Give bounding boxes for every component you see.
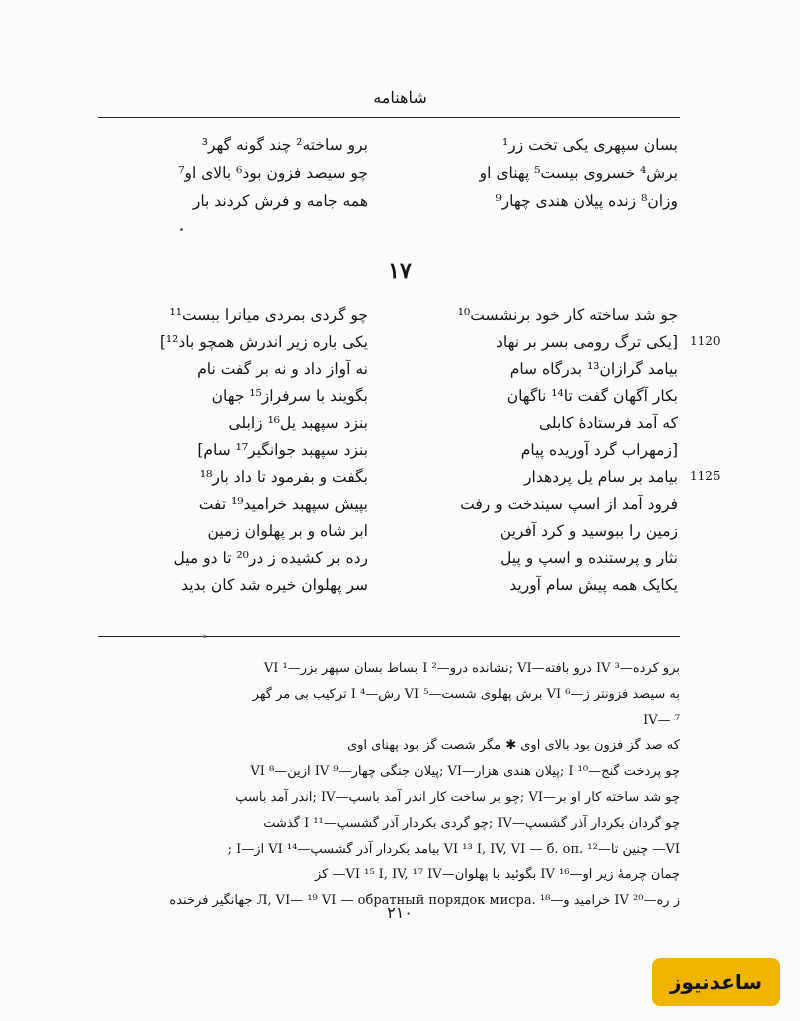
section-verse-left-5: بنزد سپهبد یل¹⁶ زابلی [228, 414, 368, 432]
top-verse-left-3: همه جامه و فرش کردند بار [192, 192, 368, 210]
print-speck [180, 228, 183, 231]
footnote-line: چو پردخت گنج—I ¹⁰ ;پیلان هندی هزار—VI ;پیلان جنگی چهار—IV ⁹ ازین—VI ⁸ [250, 764, 680, 780]
print-speck [203, 635, 206, 638]
section-verse-left-11: سر پهلوان خیره شد کان بدید [181, 576, 368, 594]
section-verse-left-10: رده بر کشیده ز در²⁰ تا دو میل [173, 549, 368, 567]
top-verse-right-1: بسان سپهری یکی تخت زر¹ [502, 136, 678, 154]
section-verse-left-2: یکی باره زیر اندرش همچو باد¹²] [159, 333, 368, 351]
top-verse-left-2: چو سیصد فزون بود⁶ بالای او⁷ [178, 164, 368, 182]
section-verse-right-7: بیامد بر سام یل پردهدار [524, 468, 678, 486]
footnote-line: برو کرده—IV ³ درو بافته—VI ;نشانده درو—I ² بساط بسان سپهر بزر—VI ¹ [263, 661, 680, 676]
footnote-rule [98, 636, 680, 637]
line-number: 1125 [690, 469, 721, 483]
page-number: ۲۱۰ [387, 903, 413, 922]
section-verse-right-9: زمین را ببوسید و کرد آفرین [499, 522, 678, 540]
footnote-line: چو گردان بکردار آذر گشسپ—IV ;چو گردی بکردار آذر گشسپ—I ¹¹ گذشت [263, 815, 680, 831]
line-number: 1120 [690, 334, 721, 348]
section-verse-right-2: [یکی ترگ رومی بسر بر نهاد [495, 333, 678, 351]
section-verse-left-1: چو گردی بمردی میانرا ببست¹¹ [169, 306, 368, 324]
footnote-line: VI— چنین تا—VI ¹³ I, IV, VI — б. оп. ¹² بیامد بکردار آذر گشسپ—VI ¹⁴ از—I ; [227, 841, 680, 857]
footnote-line: چمان چرمهٔ زیر او—IV ¹⁶ بگوئید با پهلوان—VI ¹⁵ I, IV, ¹⁷ IV— کز [314, 867, 680, 883]
top-verse-right-3: وزان⁸ زنده پیلان هندی چهار⁹ [495, 192, 678, 210]
section-verse-right-8: فرود آمد از اسپ سیندخت و رفت [460, 495, 678, 513]
footnote-line: چو شد ساخته کار او بر—VI ;چو بر ساخت کار اندر آمد باسپ—IV ;اندر آمد باسپ [235, 789, 680, 805]
section-number: ۱۷ [388, 258, 412, 284]
footnote-line: به سیصد فزونتر ز—VI ⁶ برش پهلوی شست—VI ⁵ رش—I ⁴ ترکیب بی مر گهر [252, 686, 680, 702]
section-verse-right-6: [زمهراب گرد آوریده پیام [520, 441, 678, 459]
section-verse-left-9: ابر شاه و بر پهلوان زمین [207, 522, 368, 540]
top-verse-left-1: برو ساخته² چند گونه گهر³ [201, 136, 368, 154]
section-verse-left-7: بگفت و بفرمود تا داد بار¹⁸ [199, 468, 368, 486]
top-verse-right-2: برش⁴ خسروی بیست⁵ پهنای او [479, 164, 678, 182]
footnote-line: IV— ⁷ [643, 712, 680, 728]
section-verse-right-11: یکایک همه پیش سام آورید [509, 576, 678, 594]
footnote-line: ز ره—IV ²⁰ خرامید و—Л, VI— ¹⁹ VI — обратный порядок мисра. ¹⁸ جهانگیر فرخنده [169, 893, 680, 909]
section-verse-right-4: بکار آگهان گفت تا¹⁴ ناگهان [506, 387, 678, 405]
section-verse-left-6: بنزد سپهبد جوانگیر¹⁷ سام] [197, 441, 368, 459]
section-verse-right-10: نثار و پرستنده و اسپ و پیل [500, 549, 678, 567]
section-verse-right-3: بیامد گرازان¹³ بدرگاه سام [509, 360, 678, 378]
running-head: شاهنامه [373, 88, 427, 107]
section-verse-right-1: جو شد ساخته کار خود برنشست¹⁰ [457, 306, 678, 324]
watermark-logo: ساعدنیوز [652, 958, 780, 1006]
footnote-line: که صد گز فزون بود بالای اوی ✱ مگر شصت گز بود پهنای اوی [346, 738, 680, 754]
section-verse-right-5: که آمد فرستادهٔ کابلی [538, 414, 678, 432]
section-verse-left-4: بگویند با سرفراز¹⁵ جهان [211, 387, 368, 405]
section-verse-left-8: بپیش سپهبد خرامید¹⁹ تفت [198, 495, 368, 513]
header-rule [98, 117, 680, 118]
section-verse-left-3: نه آواز داد و نه بر گفت نام [197, 360, 368, 378]
footnotes [100, 656, 680, 914]
